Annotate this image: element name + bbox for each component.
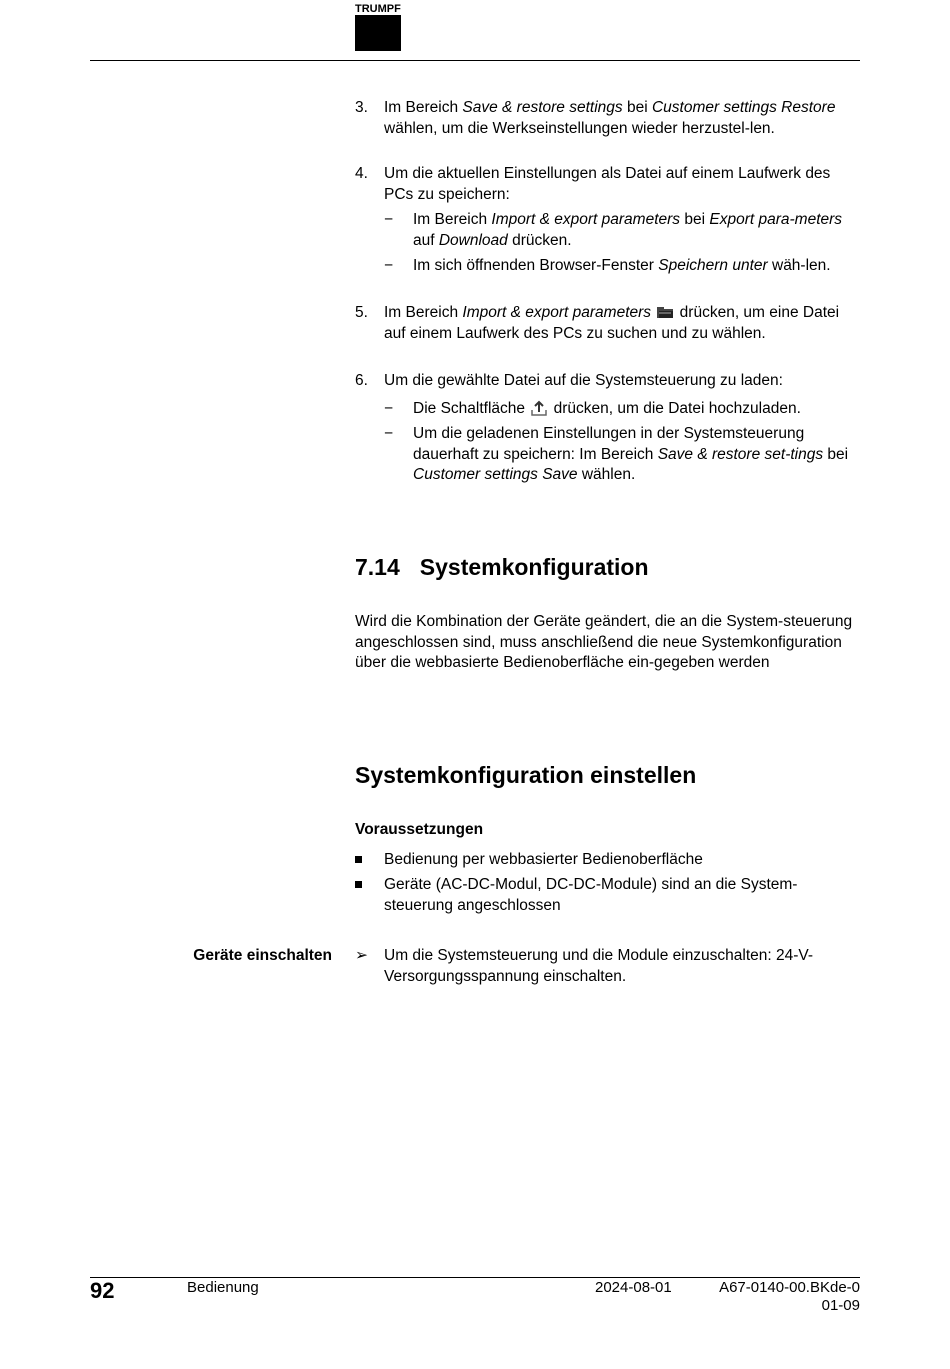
subsection-title: Systemkonfiguration einstellen (355, 762, 697, 788)
bullet (355, 881, 362, 888)
margin-label: Geräte einschalten (193, 947, 332, 964)
step-number: 5. (355, 304, 368, 321)
brand-logo-text: TRUMPF (355, 3, 401, 15)
section-number: 7.14 (355, 554, 400, 580)
arrow-icon: ➢ (355, 947, 368, 964)
step-number: 3. (355, 99, 368, 116)
section-heading (355, 553, 860, 581)
step-text: Um die aktuellen Einstellungen als Datei auf einem Laufwerk des PCs zu speichern: (384, 165, 831, 203)
bullet (355, 856, 362, 863)
step-number: 6. (355, 372, 368, 389)
header-rule (90, 60, 860, 61)
section-title: Systemkonfiguration (419, 554, 649, 580)
brand-logo-block (355, 15, 401, 51)
step-number: 4. (355, 165, 368, 182)
prerequisites-title: Voraussetzungen (355, 821, 484, 838)
footer-doc-id: A67-0140-00.BKde-0 01-09 (719, 1279, 860, 1314)
folder-icon (655, 303, 675, 321)
footer-date: 2024-08-01 (595, 1279, 672, 1296)
section-body: Wird die Kombination der Geräte geändert, die an die System-steuerung angeschlossen sind, muss anschließend die neue Systemkonfiguration über die webbasierte Bedienoberfläche ein-gegeben werden (355, 613, 853, 671)
page-number: 92 (90, 1278, 115, 1303)
upload-icon (529, 399, 549, 417)
footer-rule (90, 1277, 860, 1278)
step-text: Im Bereich Import & export parameters drücken, um eine Datei auf einem Laufwerk des PCs zu suchen und zu wählen. (384, 304, 840, 342)
footer-chapter: Bedienung (187, 1279, 259, 1296)
step-text: Im Bereich Save & restore settings bei Customer settings Restore wählen, um die Werkseinstellungen wieder herzustel-len. (384, 99, 836, 137)
step-text: Um die gewählte Datei auf die Systemsteuerung zu laden: (384, 372, 783, 389)
